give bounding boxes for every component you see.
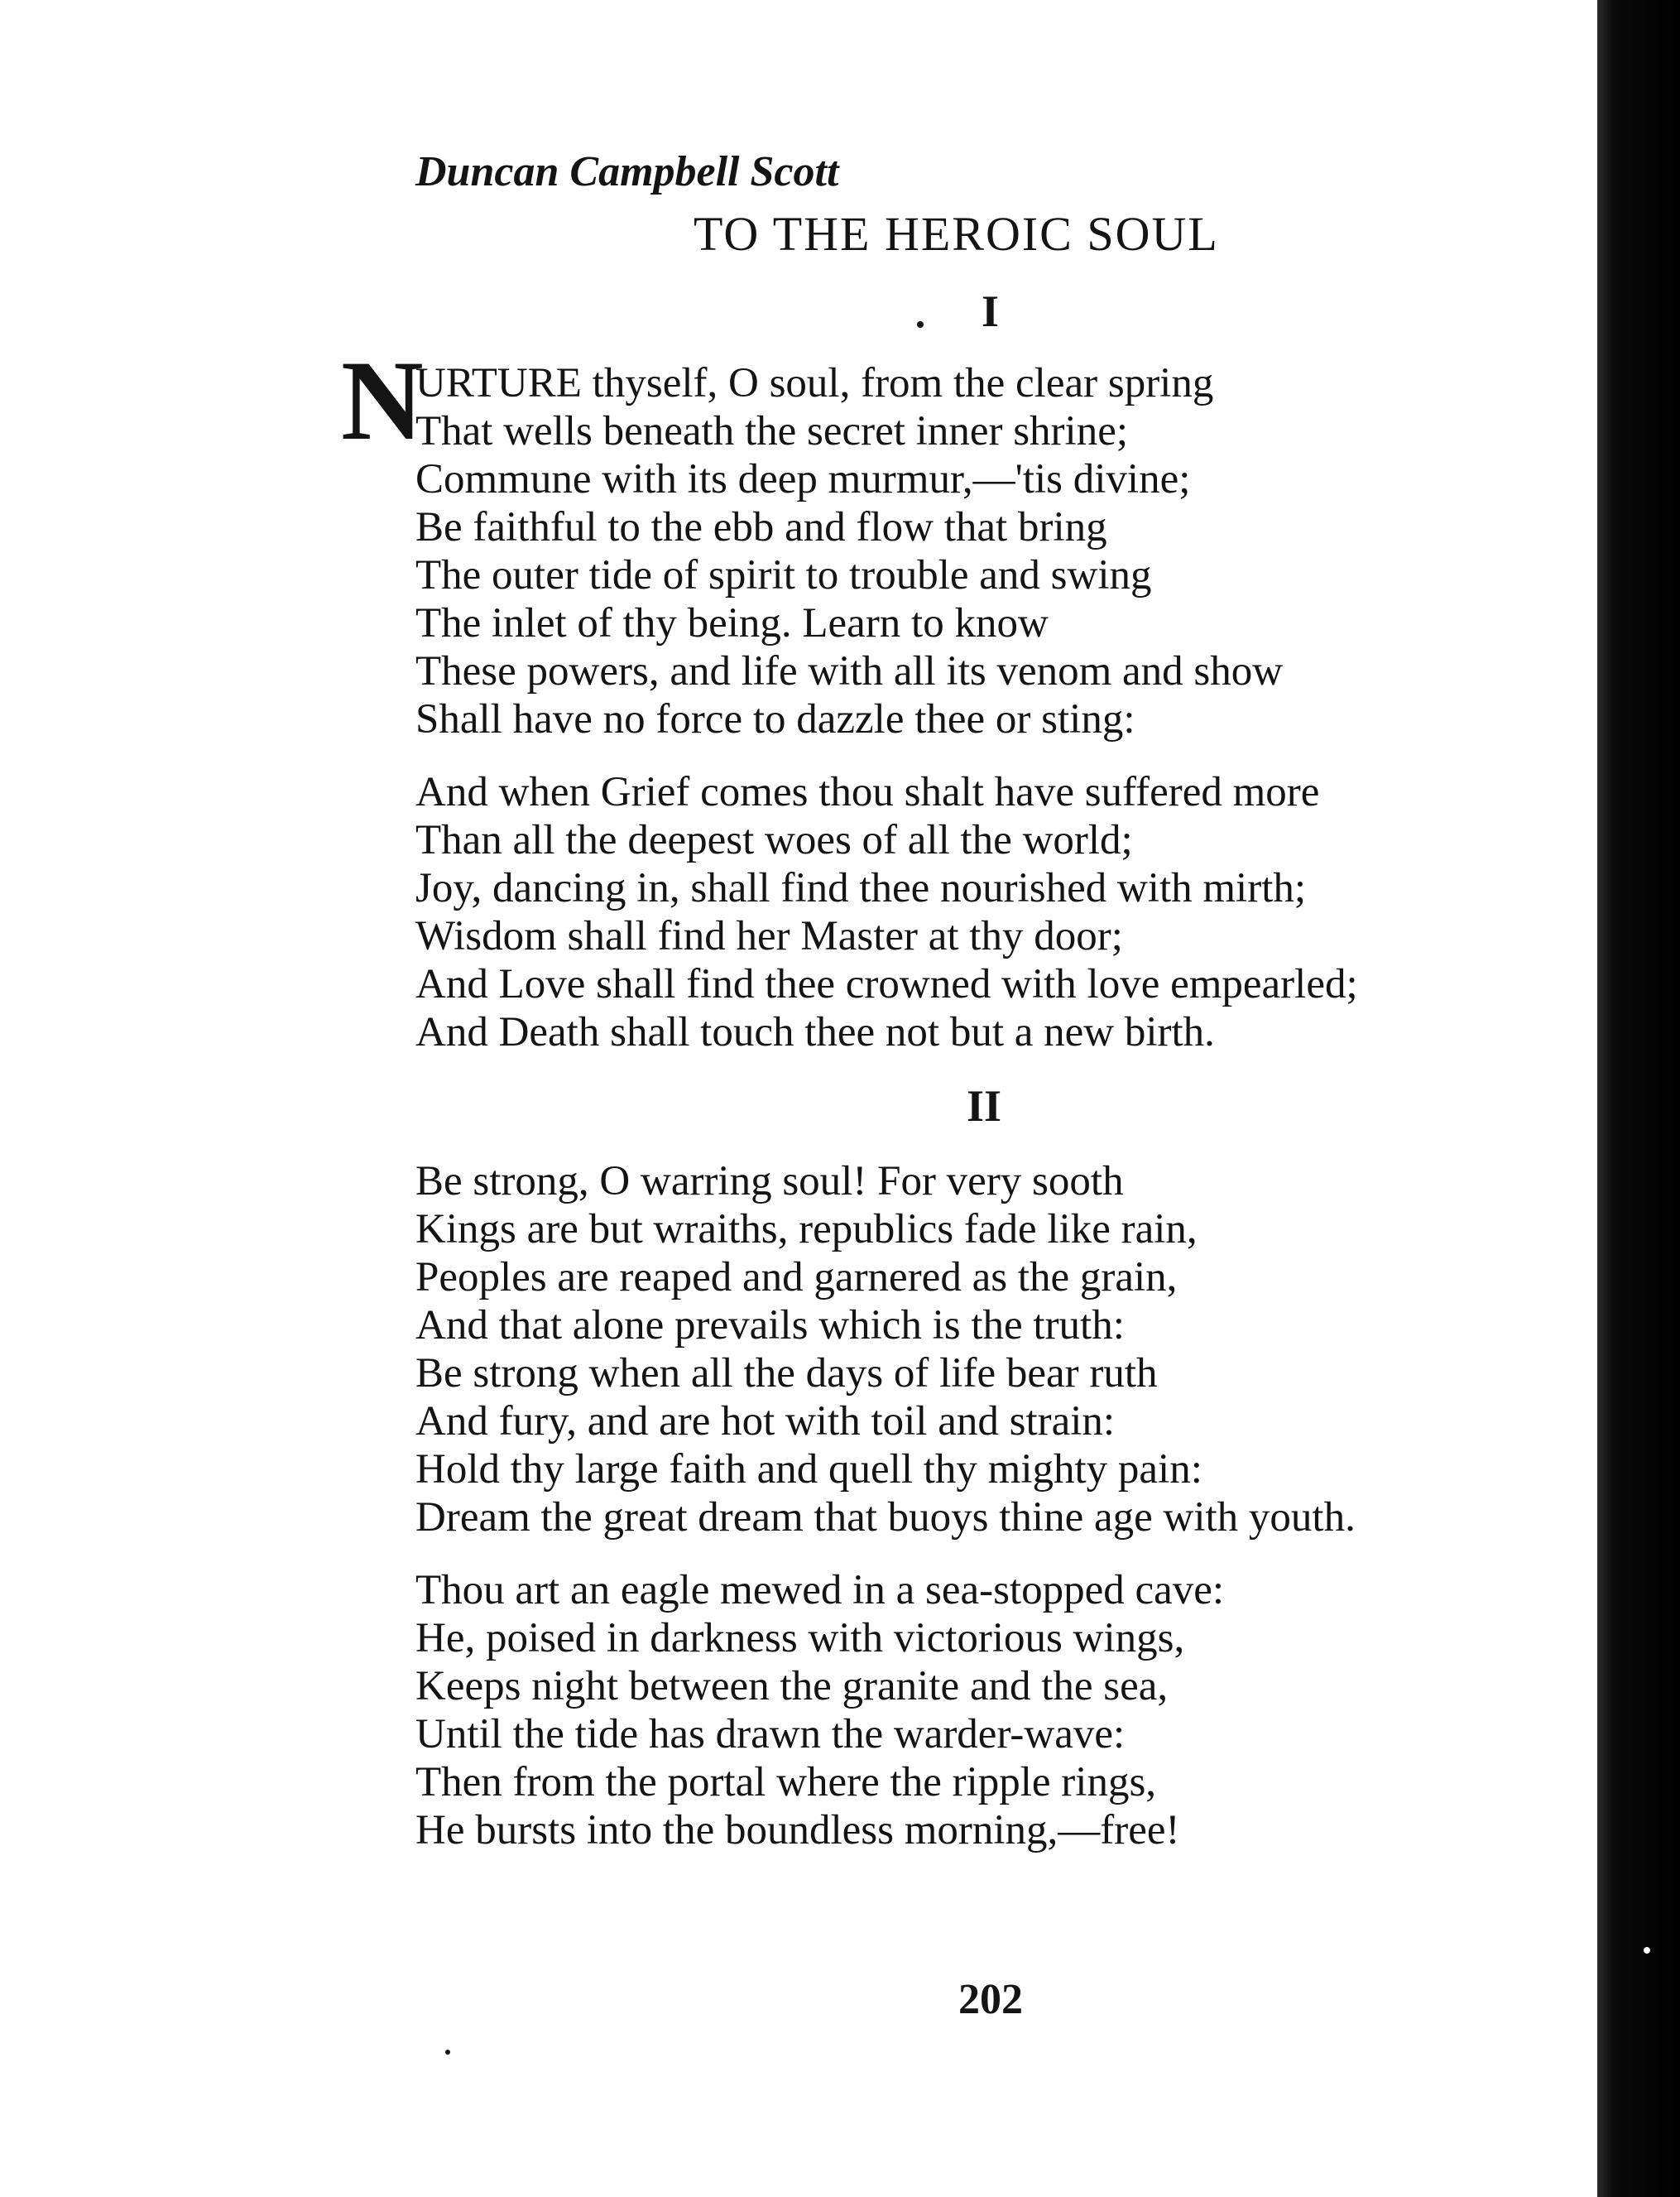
stanza-1 xyxy=(415,407,1283,743)
page-number: 202 xyxy=(958,1976,1023,2023)
poem-line: The outer tide of spirit to trouble and swing xyxy=(415,552,1152,599)
section-numeral-i: I xyxy=(982,286,1000,336)
poem-line: Wisdom shall find her Master at thy door; xyxy=(415,913,1123,959)
poem-line: Than all the deepest woes of all the world; xyxy=(415,817,1133,863)
poem-line: Kings are but wraiths, republics fade like rain, xyxy=(415,1206,1198,1252)
binding-speck xyxy=(1644,1947,1650,1954)
poem-line: Joy, dancing in, shall find thee nourished with mirth; xyxy=(415,865,1307,911)
poem-line: Hold thy large faith and quell thy mighty pain: xyxy=(415,1446,1202,1493)
stanza-3 xyxy=(415,1157,1356,1541)
poem-line: Commune with its deep murmur,—'tis divine; xyxy=(415,456,1191,502)
poem-line: And when Grief comes thou shalt have suffered more xyxy=(415,769,1320,815)
poem-line-first: URTURE thyself, O soul, from the clear spring xyxy=(415,360,1214,406)
poem-line: Then from the portal where the ripple rings, xyxy=(415,1759,1157,1805)
poem-title: TO THE HEROIC SOUL xyxy=(694,207,1219,261)
poem-line: The inlet of thy being. Learn to know xyxy=(415,600,1049,647)
poem-line: These powers, and life with all its venom and show xyxy=(415,648,1284,695)
poem-line: Shall have no force to dazzle thee or sting: xyxy=(415,696,1135,743)
poem-line: Peoples are reaped and garnered as the grain, xyxy=(415,1254,1178,1300)
poem-line: Be strong, O warring soul! For very sooth xyxy=(415,1158,1124,1204)
poem-line: He, poised in darkness with victorious wings, xyxy=(415,1615,1185,1661)
poem-line: Dream the great dream that buoys thine age with youth. xyxy=(415,1494,1356,1541)
section-numeral-ii: II xyxy=(967,1081,1002,1131)
stanza-2 xyxy=(415,768,1358,1056)
poem-line: And Love shall find thee crowned with love empearled; xyxy=(415,961,1358,1007)
stray-dot xyxy=(445,2050,450,2055)
poem-line: That wells beneath the secret inner shrine; xyxy=(415,408,1128,454)
author-name: Duncan Campbell Scott xyxy=(415,148,839,195)
book-binding-edge xyxy=(1597,0,1680,2197)
poem-line: And Death shall touch thee not but a new birth. xyxy=(415,1009,1215,1055)
stray-dot xyxy=(917,321,924,328)
poem-line: Be faithful to the ebb and flow that bring xyxy=(415,504,1107,550)
poem-line: He bursts into the boundless morning,—free! xyxy=(415,1807,1180,1853)
poem-line: Until the tide has drawn the warder-wave: xyxy=(415,1711,1126,1757)
drop-cap: N xyxy=(341,337,424,464)
poem-line: Be strong when all the days of life bear ruth xyxy=(415,1350,1158,1397)
poem-line: Thou art an eagle mewed in a sea-stopped cave: xyxy=(415,1567,1225,1613)
poem-line: And that alone prevails which is the truth: xyxy=(415,1302,1125,1348)
poem-line: Keeps night between the granite and the sea, xyxy=(415,1663,1169,1709)
stanza-4 xyxy=(415,1566,1224,1854)
poem-line: And fury, and are hot with toil and strain: xyxy=(415,1398,1116,1445)
